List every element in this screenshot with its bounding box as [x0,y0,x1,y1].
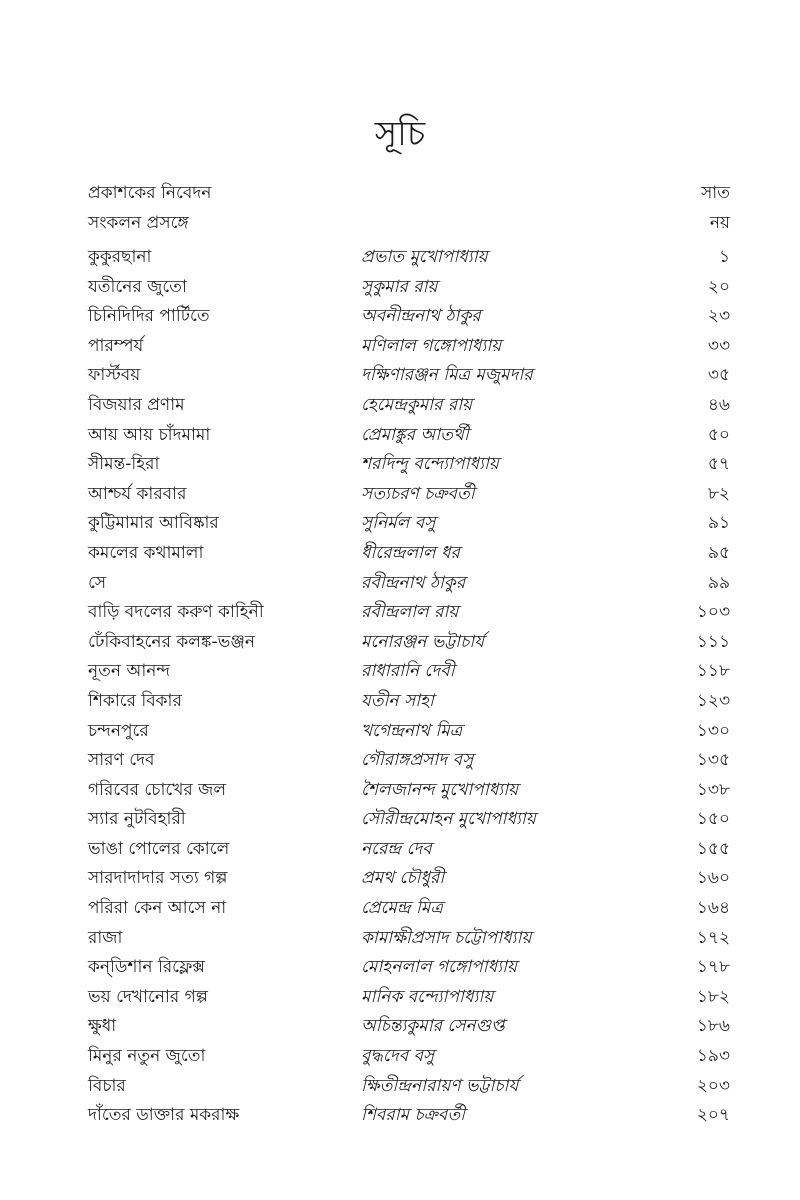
story-title: সারণ দেব [88,750,155,771]
front-matter-label: সংকলন প্রসঙ্গে [88,213,189,233]
author-name: বুদ্ধদেব বসু [361,1046,435,1067]
page-title: সূচি [374,114,426,154]
story-title: চন্দনপুরে [88,720,149,741]
author-name: শরদিন্দু বন্দ্যোপাধ্যায় [361,454,499,475]
page-number: ২০৭ [696,1105,730,1126]
front-matter [88,178,730,238]
author-name: কামাক্ষীপ্রসাদ চট্টোপাধ্যায় [361,927,532,948]
author-name: প্রমথ চৌধুরী [361,868,445,889]
toc-entry [88,509,730,539]
story-title: আয় আয় চাঁদমামা [88,424,211,445]
page-number: ১৮২ [696,986,730,1007]
story-title: বিজয়ার প্রণাম [88,394,185,415]
page-number: ৪৬ [707,394,730,415]
front-matter-page: নয় [709,213,730,233]
page-number: ১৭২ [696,927,730,948]
story-title: চিনিদিদির পার্টিতে [88,306,210,327]
page-number: ৫০ [707,424,730,445]
page-number: ১৭৮ [696,957,730,978]
page-number: ১৬০ [696,868,730,889]
toc-entry [88,717,730,747]
page-number: ৩৫ [707,365,730,386]
toc-entry [88,598,730,628]
author-name: অচিন্ত্যকুমার সেনগুপ্ত [361,1016,505,1037]
story-title: ভয় দেখানোর গল্প [88,986,208,1007]
page-number: ৩৩ [707,335,730,356]
front-matter-page: সাত [701,183,730,203]
toc-entry [88,953,730,983]
author-name: মানিক বন্দ্যোপাধ্যায় [361,986,494,1007]
toc-entry [88,894,730,924]
page-number: ১৫৫ [696,838,730,859]
author-name: প্রভাত মুখোপাধ্যায় [361,247,488,267]
author-name: নরেন্দ্র দেব [361,838,432,859]
author-name: অবনীন্দ্রনাথ ঠাকুর [361,306,481,327]
author-name: মনোরঞ্জন ভট্টাচার্য [361,631,484,652]
toc-entry [88,1042,730,1072]
author-name: প্রেমেন্দ্র মিত্র [361,898,443,919]
toc-entry [88,924,730,954]
author-name: রাধারানি দেবী [361,661,455,682]
page-number: ১৫০ [696,809,730,830]
author-name: শিবরাম চক্রবর্তী [361,1105,465,1126]
author-name: ক্ষিতীন্দ্রনারায়ণ ভট্টাচার্য [361,1075,519,1096]
toc-entry [88,628,730,658]
story-title: ক্ষুধা [88,1016,117,1037]
contents-list [88,243,730,1131]
author-name: শৈলজানন্দ মুখোপাধ্যায় [361,779,519,800]
toc-entry [88,657,730,687]
page-number: ১৩০ [696,720,730,741]
author-name: খগেন্দ্রনাথ মিত্র [361,720,463,741]
author-name: যতীন সাহা [361,690,434,711]
page-number: ১১১ [696,631,730,652]
story-title: কন্‌ডিশান রিফ্লেক্স [88,957,205,978]
front-matter-label: প্রকাশকের নিবেদন [88,183,212,203]
toc-entry [88,421,730,451]
page-number: ৯৫ [707,542,730,563]
story-title: পারম্পর্য [88,335,144,356]
toc-entry [88,539,730,569]
story-title: কুট্টিমামার আবিষ্কার [88,513,219,534]
page-number: ২০ [707,276,730,297]
toc-entry [88,361,730,391]
page-number: ৯৯ [707,572,730,593]
front-matter-row [88,178,730,208]
story-title: পরিরা কেন আসে না [88,898,227,919]
author-name: সৌরীন্দ্রমোহন মুখোপাধ্যায় [361,809,536,830]
page-number: ২৩ [707,306,730,327]
author-name: রবীন্দ্রনাথ ঠাকুর [361,572,466,593]
story-title: কমলের কথামালা [88,542,204,563]
author-name: গৌরাঙ্গপ্রসাদ বসু [361,750,474,771]
page-number: ৫৭ [707,454,730,475]
page-number: ১৩৮ [696,779,730,800]
page-number: ৯১ [707,513,730,534]
author-name: সুকুমার রায় [361,276,438,297]
author-name: প্রেমাঙ্কুর আতর্থী [361,424,469,445]
toc-entry [88,273,730,303]
toc-entry [88,480,730,510]
story-title: মিনুর নতুন জুতো [88,1046,206,1067]
toc-entry [88,835,730,865]
author-name: সত্যচরণ চক্রবর্তী [361,483,475,504]
story-title: কুকুরছানা [88,247,152,267]
author-name: হেমেন্দ্রকুমার রায় [361,394,473,415]
story-title: সে [88,572,107,593]
author-name: দক্ষিণারঞ্জন মিত্র মজুমদার [361,365,533,386]
story-title: বিচার [88,1075,126,1096]
author-name: মণিলাল গঙ্গোপাধ্যায় [361,335,502,356]
page-number: ১৩৫ [696,750,730,771]
front-matter-row [88,208,730,238]
page-number: ১৯৩ [696,1046,730,1067]
page-number: ২০৩ [696,1075,730,1096]
story-title: ফার্স্টবয় [88,365,141,386]
story-title: আশ্চর্য কারবার [88,483,187,504]
story-title: ভাঙা পোলের কোলে [88,838,230,859]
toc-entry [88,1101,730,1131]
page-number: ১৬৪ [696,898,730,919]
story-title: সারদাদাদার সত্য গল্প [88,868,228,889]
story-title: রাজা [88,927,123,948]
toc-entry [88,864,730,894]
story-title: যতীনের জুতো [88,276,187,297]
page-number: ১০৩ [696,602,730,623]
story-title: নূতন আনন্দ [88,661,171,682]
story-title: ঢেঁকিবাহনের কলঙ্ক-ভঞ্জন [88,631,255,652]
author-name: সুনির্মল বসু [361,513,436,534]
author-name: রবীন্দ্রলাল রায় [361,602,459,623]
story-title: শিকারে বিকার [88,690,182,711]
page-number: ১১৮ [696,661,730,682]
toc-entry [88,746,730,776]
toc-entry [88,1072,730,1102]
toc-entry [88,983,730,1013]
story-title: গরিবের চোখের জল [88,779,227,800]
author-name: ধীরেন্দ্রলাল ধর [361,542,460,563]
page-number: ৮২ [707,483,730,504]
page-number: ১ [718,247,730,267]
story-title: সীমন্ত-হিরা [88,454,160,475]
story-title: দাঁতের ডাক্তার মকরাক্ষ [88,1105,240,1126]
toc-entry [88,805,730,835]
toc-entry [88,391,730,421]
toc-entry [88,332,730,362]
page-number: ১৮৬ [696,1016,730,1037]
toc-entry [88,1012,730,1042]
story-title: স্যার নুটবিহারী [88,809,186,830]
toc-entry [88,687,730,717]
toc-entry [88,776,730,806]
author-name: মোহনলাল গঙ্গোপাধ্যায় [361,957,518,978]
story-title: বাড়ি বদলের করুণ কাহিনী [88,602,264,623]
toc-entry [88,450,730,480]
toc-entry [88,243,730,273]
page-number: ১২৩ [696,690,730,711]
toc-entry [88,302,730,332]
toc-entry [88,569,730,599]
